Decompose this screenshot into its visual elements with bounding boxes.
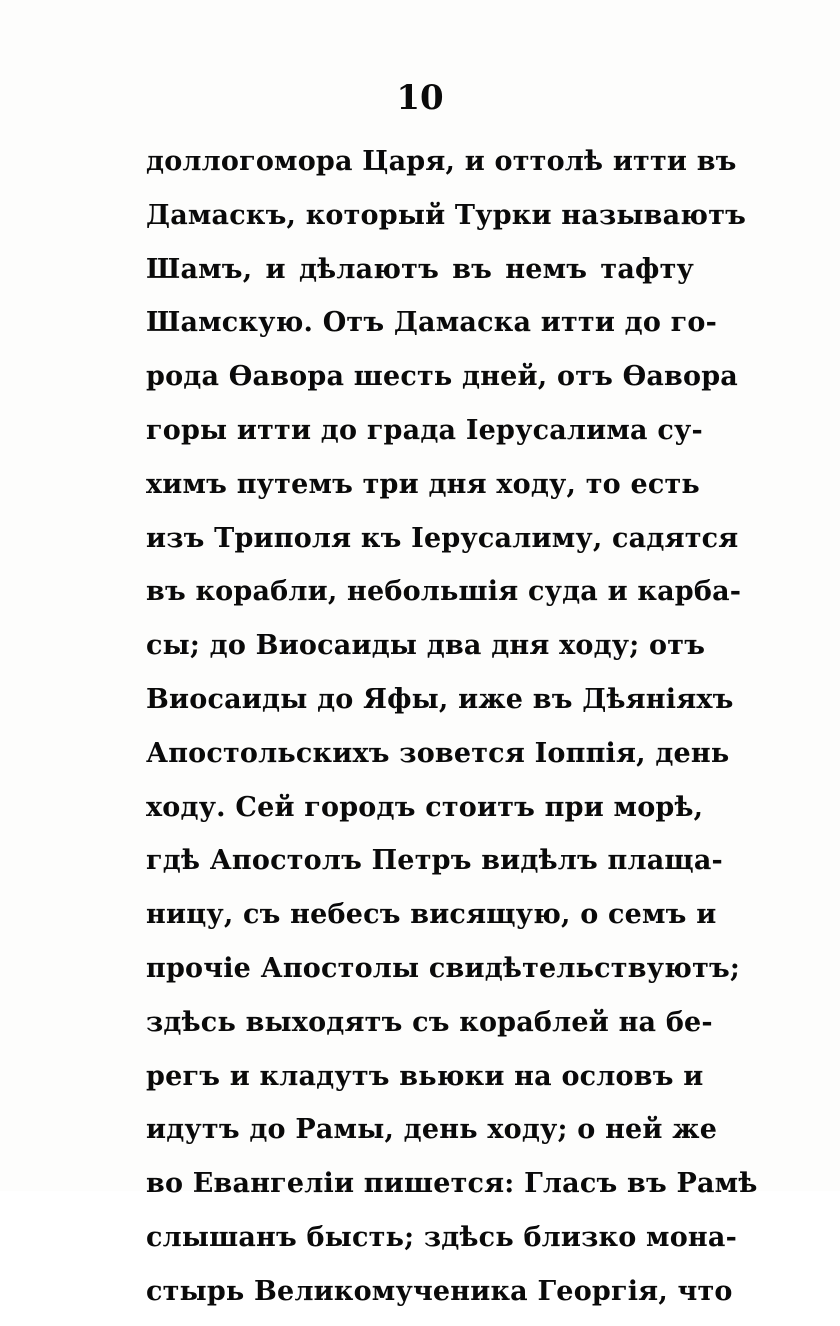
text-line: Виосаиды до Яфы, иже въ Дѣяніяхъ <box>146 683 734 715</box>
text-line: рода Өавора шесть дней, отъ Өавора <box>146 361 738 393</box>
text-line: Шамъ, и дѣлаютъ въ немъ тафту <box>146 253 694 285</box>
text-line: здѣсь выходятъ съ кораблей на бе- <box>146 1006 713 1038</box>
text-line: прочіе Апостолы свидѣтельствуютъ; <box>146 952 741 984</box>
text-line: Дамаскъ, который Турки называютъ <box>146 199 747 231</box>
text-line: изъ Триполя къ Іерусалиму, садятся <box>146 522 739 554</box>
text-line: ницу, съ небесъ висящую, о семъ и <box>146 899 717 931</box>
text-line: стырь Великомученика Георгія, что <box>146 1275 733 1307</box>
text-line: Апостольскихъ зовется Іоппія, день <box>146 737 730 769</box>
text-line: горы итти до града Іерусалима су- <box>146 414 703 446</box>
body-text <box>146 142 758 1326</box>
text-line: сы; до Виосаиды два дня ходу; отъ <box>146 630 706 662</box>
text-line: въ корабли, небольшія суда и карба- <box>146 576 742 608</box>
text-line: гдѣ Апостолъ Петръ видѣлъ плащa- <box>146 845 723 877</box>
text-line: доллогомора Царя, и оттолѣ итти въ <box>146 146 737 177</box>
text-line: слышанъ бысть; здѣсь близко мона- <box>146 1221 737 1253</box>
text-line: химъ путемъ три дня ходу, то есть <box>146 468 700 500</box>
text-line: идутъ до Рамы, день ходу; о ней же <box>146 1114 718 1146</box>
text-line: во Евангеліи пишется: Гласъ въ Рамѣ <box>146 1168 758 1200</box>
text-line: Шамскую. Отъ Дамаска итти до го- <box>146 307 718 339</box>
text-line: ходу. Сей городъ стоитъ при морѣ, <box>146 791 704 823</box>
text-line: регъ и кладутъ вьюки на ословъ и <box>146 1060 704 1092</box>
page-number: 10 <box>396 78 444 118</box>
